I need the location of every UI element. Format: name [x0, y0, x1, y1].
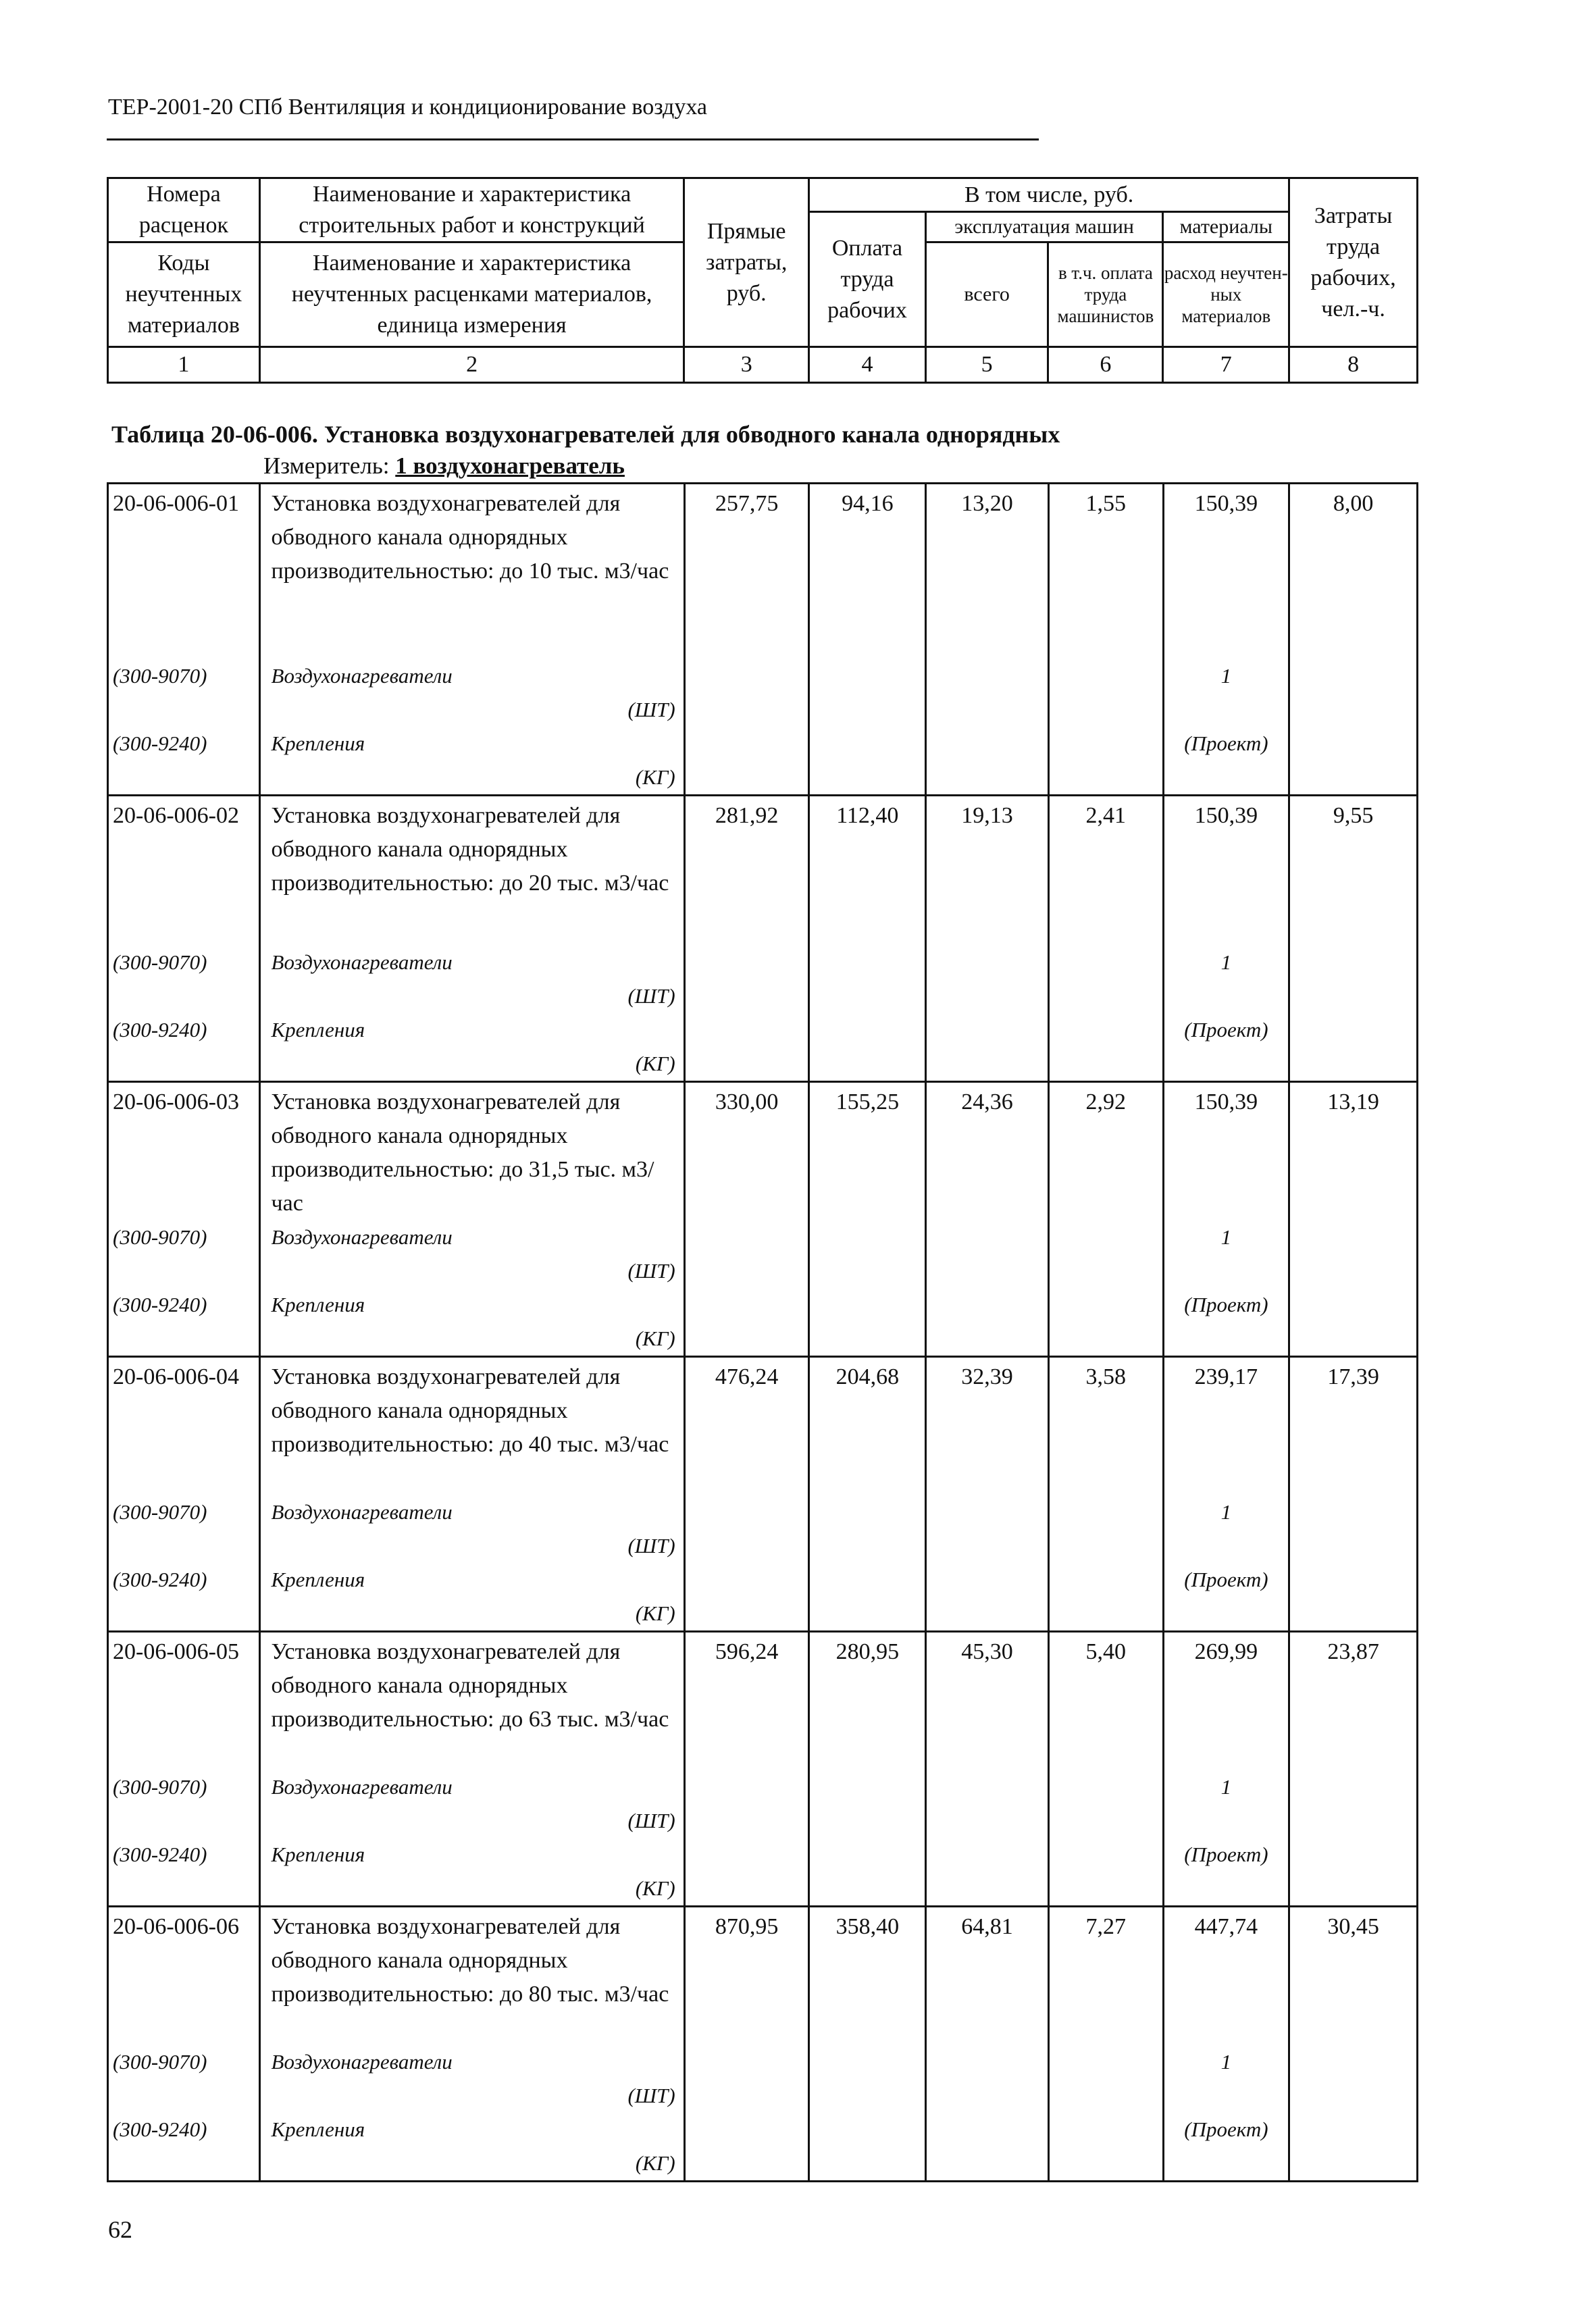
table-row: [108, 1082, 1418, 1357]
machines-value: 45,30: [961, 1639, 1013, 1664]
value-materials: [1163, 1907, 1289, 2182]
col8-header: Затраты труда рабочих, чел.-ч.: [1289, 178, 1418, 347]
materials-value: 150,39: [1194, 1089, 1258, 1114]
value-labor: [1289, 1357, 1418, 1632]
rate-code-cell: [108, 1082, 260, 1357]
value-machines: [926, 1632, 1049, 1907]
rate-code-cell: [108, 1357, 260, 1632]
labor-value: 17,39: [1327, 1364, 1379, 1389]
material-qty: 1: [1220, 1500, 1232, 1524]
materials-value: 239,17: [1194, 1364, 1258, 1389]
material-code: (300-9070): [113, 950, 207, 974]
material-unit: (ШТ): [627, 2084, 675, 2107]
labor-value: 9,55: [1333, 803, 1374, 828]
value-materials: [1163, 1082, 1289, 1357]
rate-code-cell: [108, 484, 260, 796]
column-header-table: [107, 177, 1418, 384]
wages-value: 358,40: [835, 1914, 900, 1939]
machines-value: 19,13: [961, 803, 1013, 828]
direct-value: 476,24: [715, 1364, 779, 1389]
rate-code-cell: [108, 796, 260, 1082]
materials-header: материалы: [1163, 212, 1289, 242]
material-name: Крепления: [271, 731, 365, 755]
col2-top-header: Наименование и характеристика строительных работ и конструкций: [259, 178, 684, 242]
col-number: 3: [684, 347, 809, 383]
value-wages: [809, 1632, 926, 1907]
table-row: [108, 1632, 1418, 1907]
rate-name-cell: [259, 1082, 684, 1357]
value-machines: [926, 484, 1049, 796]
value-wages: [809, 796, 926, 1082]
col7-header: расход неучтен-ных материалов: [1163, 242, 1289, 347]
machines-value: 32,39: [961, 1364, 1013, 1389]
wages-value: 155,25: [835, 1089, 900, 1114]
value-direct: [684, 1357, 809, 1632]
operators-value: 2,41: [1085, 803, 1126, 828]
col1-top-header: Номера расценок: [108, 178, 260, 242]
value-operators: [1048, 1357, 1163, 1632]
value-machines: [926, 1907, 1049, 2182]
materials-value: 447,74: [1194, 1914, 1258, 1939]
rate-name-cell: [259, 1357, 684, 1632]
group-header: В том числе, руб.: [809, 178, 1289, 212]
material-code: (300-9070): [113, 664, 207, 688]
material-unit: (КГ): [635, 2151, 675, 2175]
value-labor: [1289, 1632, 1418, 1907]
col-number: 4: [809, 347, 926, 383]
rate-code: 20-06-006-01: [113, 491, 239, 516]
col-number: 2: [259, 347, 684, 383]
page-number: 62: [108, 2216, 132, 2243]
materials-value: 150,39: [1194, 803, 1258, 828]
col-number: 8: [1289, 347, 1418, 383]
value-materials: [1163, 796, 1289, 1082]
material-name: Крепления: [271, 2117, 365, 2141]
table-row: [108, 484, 1418, 796]
operators-value: 2,92: [1085, 1089, 1126, 1114]
material-name: Воздухонагреватели: [271, 1500, 453, 1524]
material-unit: (КГ): [635, 1601, 675, 1625]
rate-name-cell: [259, 1632, 684, 1907]
col6-header: в т.ч. оплата труда машинистов: [1048, 242, 1163, 347]
rate-name: Установка воздухонагревателей для обводного канала однорядных производительностью: до 20 тыс. м3/час: [271, 803, 669, 896]
value-direct: [684, 1082, 809, 1357]
operators-value: 5,40: [1085, 1639, 1126, 1664]
material-qty: 1: [1220, 664, 1232, 688]
material-code: (300-9240): [113, 1018, 207, 1042]
material-code: (300-9240): [113, 1293, 207, 1316]
rate-code: 20-06-006-05: [113, 1639, 239, 1664]
direct-value: 257,75: [715, 491, 779, 516]
material-code: (300-9070): [113, 1500, 207, 1524]
material-qty: (Проект): [1184, 1018, 1268, 1042]
machines-value: 24,36: [961, 1089, 1013, 1114]
measure-value: 1 воздухонагреватель: [395, 453, 625, 479]
value-wages: [809, 1357, 926, 1632]
value-materials: [1163, 1357, 1289, 1632]
operators-value: 1,55: [1085, 491, 1126, 516]
material-code: (300-9070): [113, 1775, 207, 1799]
material-qty: (Проект): [1184, 731, 1268, 755]
value-materials: [1163, 1632, 1289, 1907]
value-direct: [684, 484, 809, 796]
operators-value: 3,58: [1085, 1364, 1126, 1389]
rate-name: Установка воздухонагревателей для обводного канала однорядных производительностью: до 40 тыс. м3/час: [271, 1364, 669, 1457]
labor-value: 23,87: [1327, 1639, 1379, 1664]
value-direct: [684, 796, 809, 1082]
rate-name: Установка воздухонагревателей для обводного канала однорядных производительностью: до 31,5 тыс. м3/час: [271, 1089, 654, 1216]
material-qty: (Проект): [1184, 2117, 1268, 2141]
material-code: (300-9070): [113, 1225, 207, 1249]
operators-value: 7,27: [1085, 1914, 1126, 1939]
value-wages: [809, 1907, 926, 2182]
material-unit: (КГ): [635, 1876, 675, 1900]
value-operators: [1048, 484, 1163, 796]
value-operators: [1048, 1907, 1163, 2182]
value-operators: [1048, 796, 1163, 1082]
wages-value: 204,68: [835, 1364, 900, 1389]
material-qty: 1: [1220, 1225, 1232, 1249]
material-unit: (ШТ): [627, 1809, 675, 1832]
material-name: Крепления: [271, 1293, 365, 1316]
rate-code: 20-06-006-04: [113, 1364, 239, 1389]
value-wages: [809, 484, 926, 796]
material-qty: (Проект): [1184, 1843, 1268, 1866]
material-unit: (ШТ): [627, 698, 675, 721]
machines-header: эксплуатация машин: [925, 212, 1162, 242]
material-qty: (Проект): [1184, 1293, 1268, 1316]
value-labor: [1289, 484, 1418, 796]
col2-bottom-header: Наименование и характеристика неучтенных расценками материалов, единица измерения: [259, 242, 684, 347]
rate-name-cell: [259, 796, 684, 1082]
rate-name-cell: [259, 1907, 684, 2182]
material-code: (300-9240): [113, 1843, 207, 1866]
material-name: Крепления: [271, 1568, 365, 1591]
value-direct: [684, 1907, 809, 2182]
value-direct: [684, 1632, 809, 1907]
direct-value: 330,00: [715, 1089, 779, 1114]
material-name: Воздухонагреватели: [271, 664, 453, 688]
value-materials: [1163, 484, 1289, 796]
material-name: Воздухонагреватели: [271, 1775, 453, 1799]
value-labor: [1289, 1082, 1418, 1357]
rate-name: Установка воздухонагревателей для обводного канала однорядных производительностью: до 80 тыс. м3/час: [271, 1914, 669, 2007]
rate-code-cell: [108, 1907, 260, 2182]
material-unit: (ШТ): [627, 984, 675, 1008]
rate-code: 20-06-006-06: [113, 1914, 239, 1939]
material-qty: 1: [1220, 950, 1232, 974]
wages-value: 94,16: [842, 491, 894, 516]
labor-value: 8,00: [1333, 491, 1374, 516]
material-qty: 1: [1220, 2050, 1232, 2074]
col-number: 1: [108, 347, 260, 383]
material-code: (300-9070): [113, 2050, 207, 2074]
labor-value: 30,45: [1327, 1914, 1379, 1939]
material-unit: (ШТ): [627, 1259, 675, 1283]
materials-value: 150,39: [1194, 491, 1258, 516]
material-name: Крепления: [271, 1843, 365, 1866]
rates-table: [107, 482, 1418, 2182]
rate-name-cell: [259, 484, 684, 796]
wages-value: 112,40: [836, 803, 899, 828]
value-operators: [1048, 1082, 1163, 1357]
material-name: Воздухонагреватели: [271, 1225, 453, 1249]
table-row: [108, 796, 1418, 1082]
material-code: (300-9240): [113, 1568, 207, 1591]
wages-value: 280,95: [835, 1639, 900, 1664]
material-name: Крепления: [271, 1018, 365, 1042]
rate-code: 20-06-006-02: [113, 803, 239, 828]
value-wages: [809, 1082, 926, 1357]
col3-header: Прямые затраты, руб.: [684, 178, 809, 347]
labor-value: 13,19: [1327, 1089, 1379, 1114]
rate-name: Установка воздухонагревателей для обводного канала однорядных производительностью: до 10 тыс. м3/час: [271, 491, 669, 584]
value-labor: [1289, 796, 1418, 1082]
table-row: [108, 1357, 1418, 1632]
table-caption: Таблица 20-06-006. Установка воздухонагревателей для обводного канала однорядных: [111, 421, 1060, 448]
col-number: 5: [925, 347, 1048, 383]
machines-value: 13,20: [961, 491, 1013, 516]
value-machines: [926, 1082, 1049, 1357]
direct-value: 596,24: [715, 1639, 779, 1664]
col-number: 6: [1048, 347, 1163, 383]
value-operators: [1048, 1632, 1163, 1907]
header-rule: [107, 138, 1039, 140]
material-qty: (Проект): [1184, 1568, 1268, 1591]
col4-header: Оплата труда рабочих: [809, 212, 926, 347]
direct-value: 870,95: [715, 1914, 779, 1939]
col1-bottom-header: Коды неучтенных материалов: [108, 242, 260, 347]
col-number: 7: [1163, 347, 1289, 383]
material-unit: (КГ): [635, 765, 675, 789]
measure-line: [263, 453, 625, 480]
machines-value: 64,81: [961, 1914, 1013, 1939]
value-machines: [926, 796, 1049, 1082]
col5-header: всего: [925, 242, 1048, 347]
rate-code: 20-06-006-03: [113, 1089, 239, 1114]
material-unit: (КГ): [635, 1327, 675, 1350]
material-unit: (ШТ): [627, 1534, 675, 1558]
material-name: Воздухонагреватели: [271, 950, 453, 974]
material-name: Воздухонагреватели: [271, 2050, 453, 2074]
material-code: (300-9240): [113, 2117, 207, 2141]
table-row: [108, 1907, 1418, 2182]
material-qty: 1: [1220, 1775, 1232, 1799]
document-header-title: ТЕР-2001-20 СПб Вентиляция и кондиционирование воздуха: [108, 95, 707, 120]
material-code: (300-9240): [113, 731, 207, 755]
material-unit: (КГ): [635, 1052, 675, 1075]
materials-value: 269,99: [1194, 1639, 1258, 1664]
value-machines: [926, 1357, 1049, 1632]
rate-code-cell: [108, 1632, 260, 1907]
value-labor: [1289, 1907, 1418, 2182]
measure-label: Измеритель:: [263, 453, 390, 479]
rate-name: Установка воздухонагревателей для обводного канала однорядных производительностью: до 63 тыс. м3/час: [271, 1639, 669, 1732]
direct-value: 281,92: [715, 803, 779, 828]
